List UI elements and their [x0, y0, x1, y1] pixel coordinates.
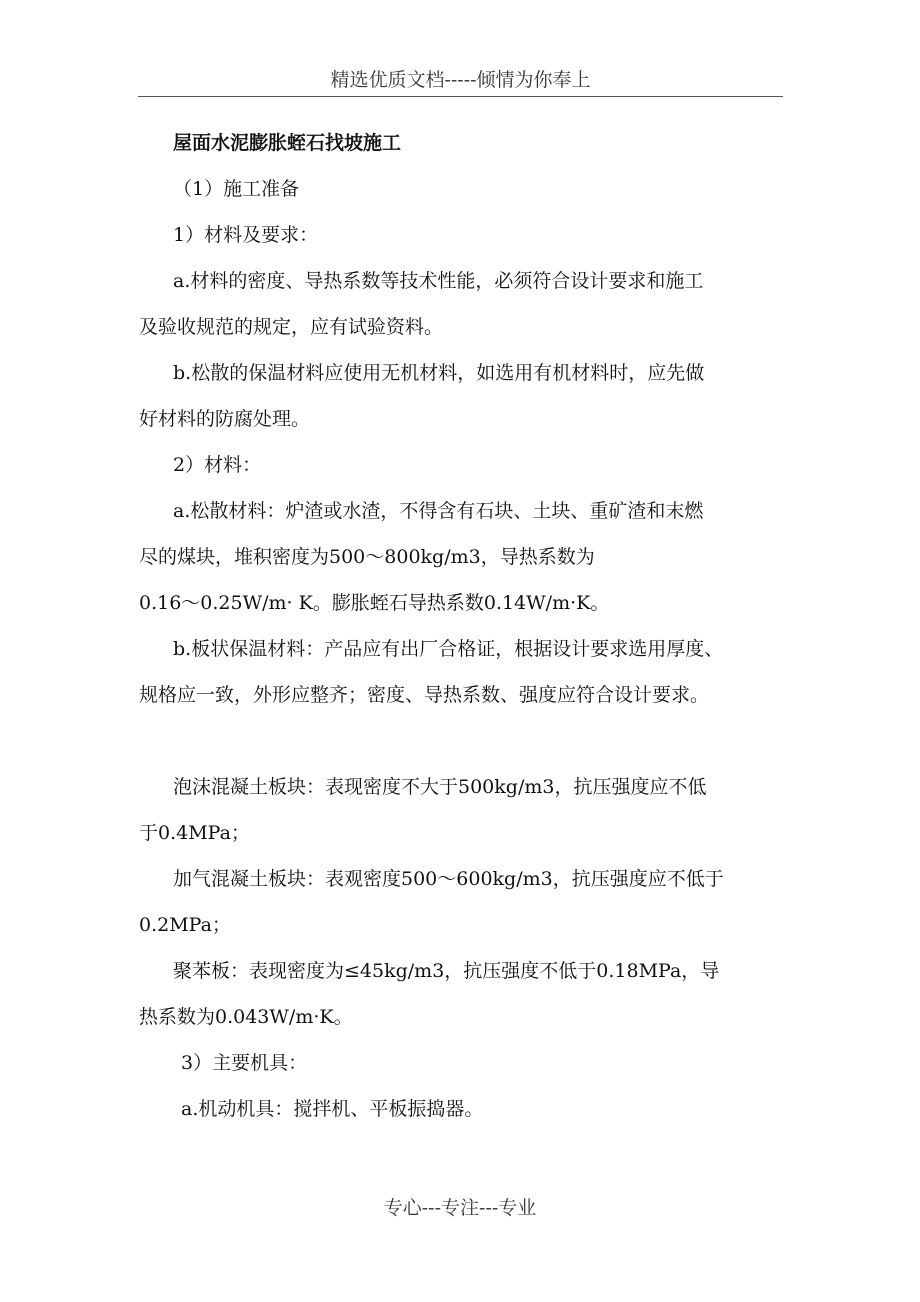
subsection-heading: 2）材料：: [173, 454, 262, 476]
paragraph-line: 热系数为0.043W/m·K。: [139, 1006, 353, 1028]
paragraph-line: a.松散材料：炉渣或水渣，不得含有石块、土块、重矿渣和末燃: [173, 500, 704, 522]
subsection-heading: 1）材料及要求：: [173, 224, 319, 246]
paragraph-line: 于0.4MPa；: [139, 822, 250, 844]
paragraph-line: 规格应一致，外形应整齐；密度、导热系数、强度应符合设计要求。: [139, 684, 710, 706]
paragraph-line: 好材料的防腐处理。: [139, 408, 311, 430]
paragraph-line: 聚苯板：表现密度为≤45kg/m3，抗压强度不低于0.18MPa，导: [173, 960, 720, 982]
blank-line: [139, 718, 789, 764]
paragraph-line: b.松散的保温材料应使用无机材料，如选用有机材料时，应先做: [173, 362, 705, 384]
paragraph-line: a.机动机具：搅拌机、平板振捣器。: [181, 1098, 484, 1120]
page-footer: 专心---专注---专业: [383, 1197, 537, 1219]
paragraph-line: a.材料的密度、导热系数等技术性能，必须符合设计要求和施工: [173, 270, 704, 292]
paragraph-line: b.板状保温材料：产品应有出厂合格证，根据设计要求选用厚度、: [173, 638, 724, 660]
section-heading: （1）施工准备: [173, 178, 300, 200]
subsection-heading: 3）主要机具：: [181, 1052, 308, 1074]
page-header: 精选优质文档-----倾情为你奉上: [138, 66, 783, 97]
paragraph-line: 泡沫混凝土板块：表现密度不大于500kg/m3，抗压强度应不低: [173, 776, 707, 798]
document-title: 屋面水泥膨胀蛭石找坡施工: [173, 132, 402, 154]
document-body: [139, 120, 789, 1132]
paragraph-line: 0.2MPa；: [139, 914, 231, 936]
paragraph-line: 及验收规范的规定，应有试验资料。: [139, 316, 444, 338]
paragraph-line: 尽的煤块，堆积密度为500～800kg/m3，导热系数为: [139, 546, 595, 568]
paragraph-line: 加气混凝土板块：表观密度500～600kg/m3，抗压强度应不低于: [173, 868, 724, 890]
paragraph-line: 0.16～0.25W/m· K。膨胀蛭石导热系数0.14W/m·K。: [139, 592, 610, 614]
